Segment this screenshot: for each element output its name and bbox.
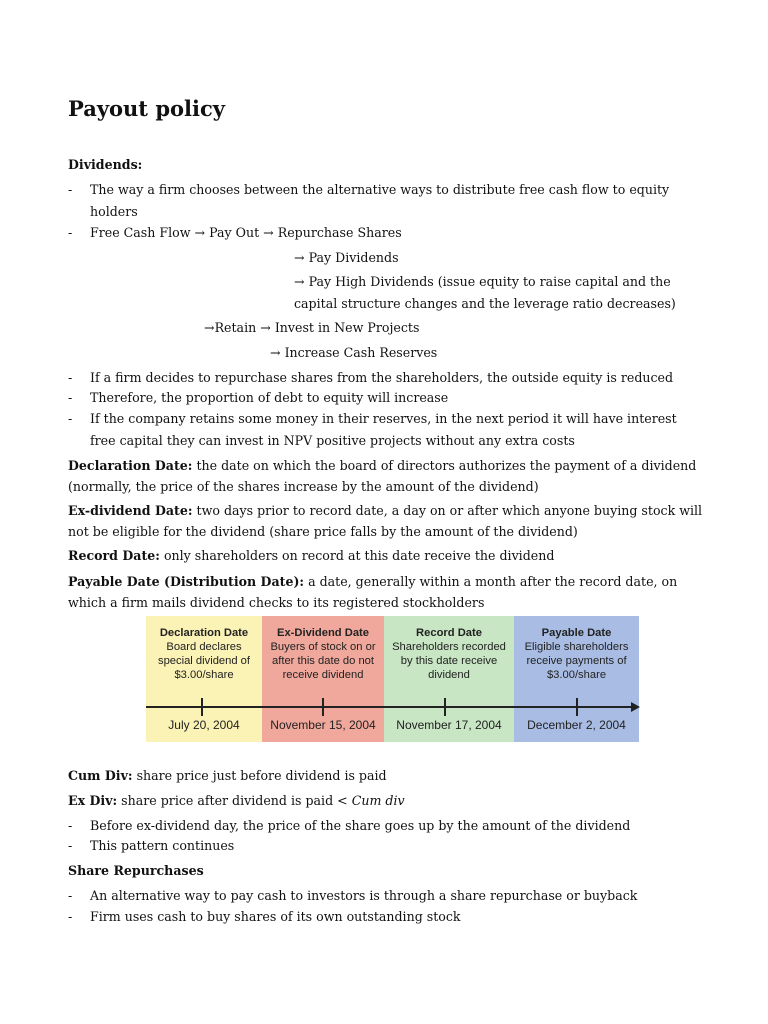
- timeline-panel-text: [262, 626, 384, 682]
- bullet-text: If a firm decides to repurchase shares from the shareholders, the outside equity is reduced: [90, 370, 674, 385]
- bullet-text: This pattern continues: [90, 838, 235, 853]
- definition-text: two days prior to record date, a day on or after which anyone buying stock will: [192, 503, 703, 518]
- definition-term: Ex-dividend Date:: [68, 503, 193, 518]
- definition-term: Record Date:: [68, 548, 160, 563]
- definition-text: share price just before dividend is paid: [132, 768, 387, 783]
- timeline-panel-date: July 20, 2004: [168, 718, 240, 732]
- ex-div-line: [68, 792, 405, 810]
- arrow-icon: →: [263, 225, 274, 240]
- bullet-dash: -: [68, 370, 73, 385]
- timeline-panel-title: Payable Date: [541, 627, 612, 639]
- record-date-line: [68, 547, 554, 565]
- arrow-icon: →: [194, 225, 206, 240]
- bullet-text: Therefore, the proportion of debt to equity will increase: [90, 390, 449, 405]
- declaration-date-line1: [68, 457, 696, 475]
- flow-pay-dividends: Pay Dividends: [308, 250, 399, 265]
- arrow-icon: →: [294, 250, 305, 265]
- arrow-icon: →: [204, 320, 215, 335]
- flow-retain: Retain: [214, 320, 257, 335]
- timeline-panel-desc: Shareholders recorded by this date receive dividend: [392, 641, 506, 681]
- flow-pay-high: Pay High Dividends (issue equity to raise capital and the: [308, 274, 671, 289]
- arrow-icon: →: [260, 320, 271, 335]
- arrow-icon: →: [270, 345, 281, 360]
- definition-text: the date on which the board of directors authorizes the payment of a dividend: [192, 458, 697, 473]
- bullet-dash: -: [68, 390, 73, 405]
- timeline-panel-declaration: [146, 616, 262, 742]
- definition-term: Payable Date (Distribution Date):: [68, 574, 305, 589]
- timeline-axis: [146, 706, 633, 708]
- timeline-panel-date: November 15, 2004: [270, 718, 376, 732]
- timeline-panel-desc: Board declares special dividend of $3.00/share: [157, 641, 251, 681]
- declaration-date-line2: (normally, the price of the shares increase by the amount of the dividend): [68, 479, 539, 494]
- timeline-panel-record: [384, 616, 514, 742]
- definition-text: only shareholders on record at this date receive the dividend: [159, 548, 555, 563]
- bullet-text: Before ex-dividend day, the price of the share goes up by the amount of the dividend: [90, 818, 631, 833]
- bullet-text: If the company retains some money in their reserves, in the next period it will have interest: [90, 411, 677, 426]
- flow-free-cash-flow: Free Cash Flow: [90, 225, 191, 240]
- timeline-panel-date: November 17, 2004: [396, 718, 502, 732]
- bullet-dash: -: [68, 838, 73, 853]
- timeline-panel-title: Ex-Dividend Date: [276, 627, 369, 639]
- timeline-panel-text: [384, 626, 514, 682]
- bullet-text: holders: [90, 204, 138, 219]
- payable-date-line1: [68, 573, 677, 591]
- definition-text: share price after dividend is paid: [117, 793, 338, 808]
- bullet-text: The way a firm chooses between the alternative ways to distribute free cash flow to equity: [90, 182, 670, 197]
- bullet-dash: -: [68, 909, 73, 924]
- bullet-dash: -: [68, 411, 73, 426]
- flow-line-main: [90, 224, 402, 242]
- flow-increase-line: [270, 344, 437, 362]
- timeline-panel-title: Declaration Date: [159, 627, 249, 639]
- definition-term: Cum Div:: [68, 768, 133, 783]
- bullet-text: free capital they can invest in NPV positive projects without any extra costs: [90, 433, 575, 448]
- timeline-panel-text: [514, 626, 639, 682]
- bullet-dash: -: [68, 888, 73, 903]
- timeline-panel-title: Record Date: [416, 627, 482, 639]
- timeline-tick: [322, 698, 324, 716]
- arrow-right-icon: [631, 702, 640, 712]
- cum-div-line: [68, 767, 387, 785]
- flow-repurchase: Repurchase Shares: [277, 225, 402, 240]
- bullet-dash: -: [68, 818, 73, 833]
- bullet-dash: -: [68, 225, 73, 240]
- timeline-panel-desc: Eligible shareholders receive payments of $3.00/share: [524, 641, 629, 681]
- arrow-icon: →: [294, 274, 305, 289]
- flow-increase-cash: Increase Cash Reserves: [284, 345, 438, 360]
- page-title: Payout policy: [68, 96, 225, 121]
- ex-dividend-date-line2: not be eligible for the dividend (share price falls by the amount of the dividend): [68, 524, 578, 539]
- timeline-tick: [201, 698, 203, 716]
- definition-emphasis: < Cum div: [337, 793, 405, 808]
- timeline-tick: [444, 698, 446, 716]
- bullet-text: An alternative way to pay cash to investors is through a share repurchase or buyback: [90, 888, 638, 903]
- flow-retain-line: [204, 319, 419, 337]
- timeline-tick: [576, 698, 578, 716]
- dividend-timeline-figure: [146, 616, 639, 742]
- definition-term: Declaration Date:: [68, 458, 193, 473]
- flow-pay-high-line: [294, 273, 671, 291]
- flow-pay-high-line2: capital structure changes and the leverage ratio decreases): [294, 296, 676, 311]
- ex-dividend-date-line1: [68, 502, 702, 520]
- definition-term: Ex Div:: [68, 793, 118, 808]
- timeline-panel-ex-dividend: [262, 616, 384, 742]
- dividends-heading: Dividends:: [68, 157, 143, 172]
- flow-pay-dividends-line: [294, 249, 399, 267]
- timeline-panel-desc: Buyers of stock on or after this date do not receive dividend: [270, 641, 376, 681]
- bullet-dash: -: [68, 182, 73, 197]
- flow-invest: Invest in New Projects: [274, 320, 420, 335]
- timeline-panel-payable: [514, 616, 639, 742]
- bullet-text: Firm uses cash to buy shares of its own outstanding stock: [90, 909, 461, 924]
- flow-pay-out: Pay Out: [209, 225, 260, 240]
- share-repurchases-heading: Share Repurchases: [68, 863, 204, 878]
- definition-text: a date, generally within a month after the record date, on: [304, 574, 678, 589]
- timeline-panel-text: [146, 626, 262, 682]
- payable-date-line2: which a firm mails dividend checks to its registered stockholders: [68, 595, 485, 610]
- timeline-panel-date: December 2, 2004: [527, 718, 626, 732]
